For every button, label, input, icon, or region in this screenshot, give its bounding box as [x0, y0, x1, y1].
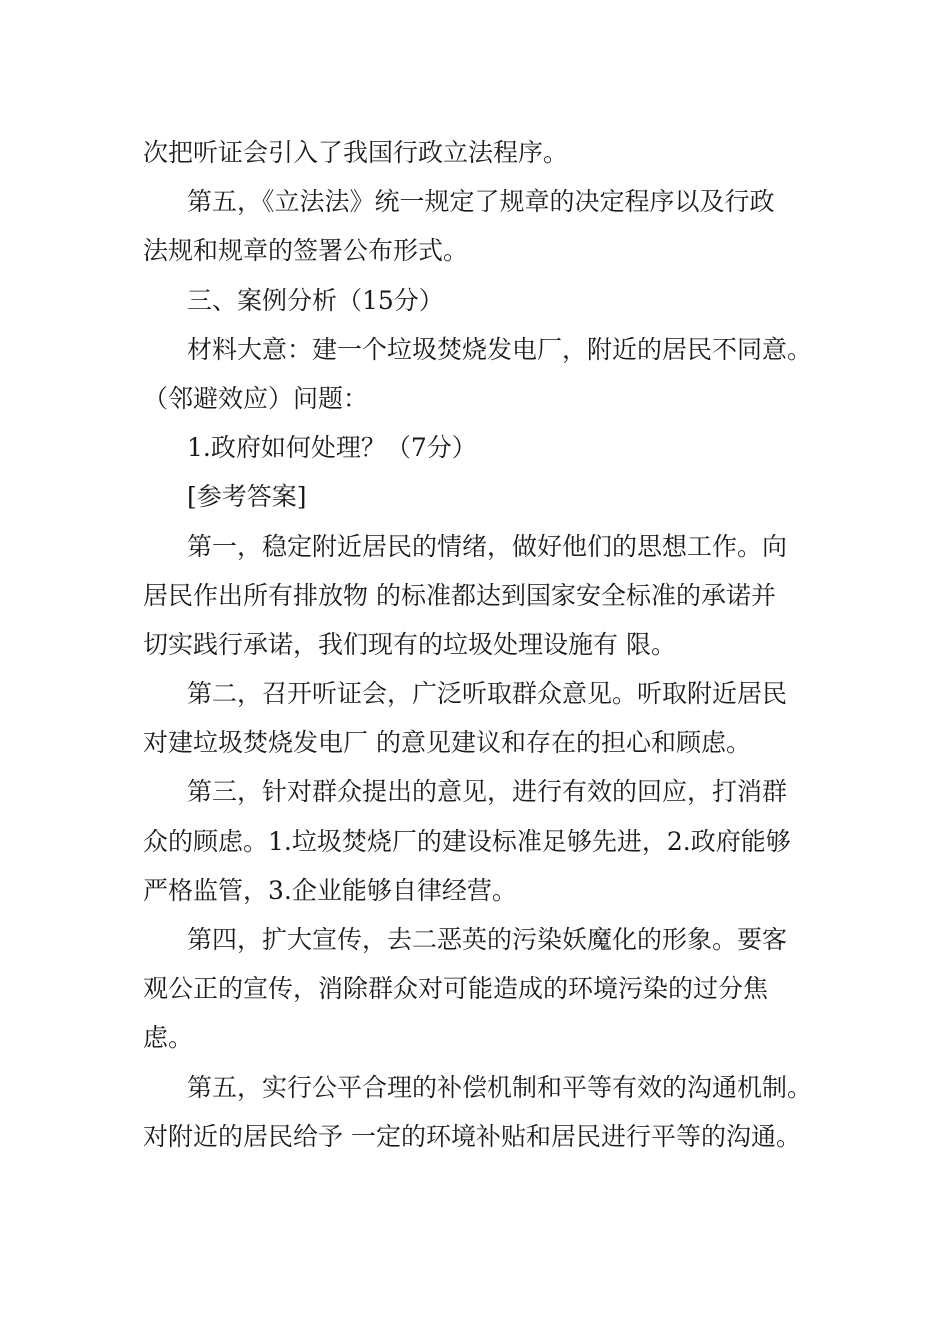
text-line: 虑。 [143, 1023, 194, 1053]
text-line: 第五，实行公平合理的补偿机制和平等有效的沟通机制。 [187, 1072, 813, 1102]
text-line: 第五，《立法法》统一规定了规章的决定程序以及行政 [187, 187, 775, 217]
text-line: 第三，针对群众提出的意见，进行有效的回应，打消群 [187, 777, 788, 807]
section-heading: 三、案例分析（15分） [187, 285, 444, 315]
text-line: 第二，召开听证会，广泛听取群众意见。听取附近居民 [187, 679, 788, 709]
text-line: 严格监管，3.企业能够自律经营。 [143, 875, 517, 905]
text-line: 居民作出所有排放物 的标准都达到国家安全标准的承诺并 [143, 580, 776, 610]
text-line: 法规和规章的签署公布形式。 [143, 236, 469, 266]
text-line: 第一，稳定附近居民的情绪，做好他们的思想工作。向 [187, 531, 788, 561]
text-line: 观公正的宣传，消除群众对可能造成的环境污染的过分焦 [143, 974, 769, 1004]
text-line: 对建垃圾焚烧发电厂 的意见建议和存在的担心和顾虑。 [143, 728, 751, 758]
text-line: （邻避效应）问题： [143, 383, 369, 413]
text-line: 众的顾虑。1.垃圾焚烧厂的建设标准足够先进，2.政府能够 [143, 826, 791, 856]
document-body [143, 128, 823, 1161]
answer-label: [参考答案] [187, 482, 307, 512]
text-line: 第四，扩大宣传，去二恶英的污染妖魔化的形象。要客 [187, 925, 788, 954]
text-line: 次把听证会引入了我国行政立法程序。 [143, 138, 569, 167]
text-line: 材料大意：建一个垃圾焚烧发电厂，附近的居民不同意。 [187, 334, 813, 364]
text-line: 切实践行承诺，我们现有的垃圾处理设施有 限。 [143, 629, 676, 659]
question-line: 1.政府如何处理？（7分） [187, 433, 477, 463]
text-line: 对附近的居民给予 一定的环境补贴和居民进行平等的沟通。 [143, 1121, 801, 1151]
